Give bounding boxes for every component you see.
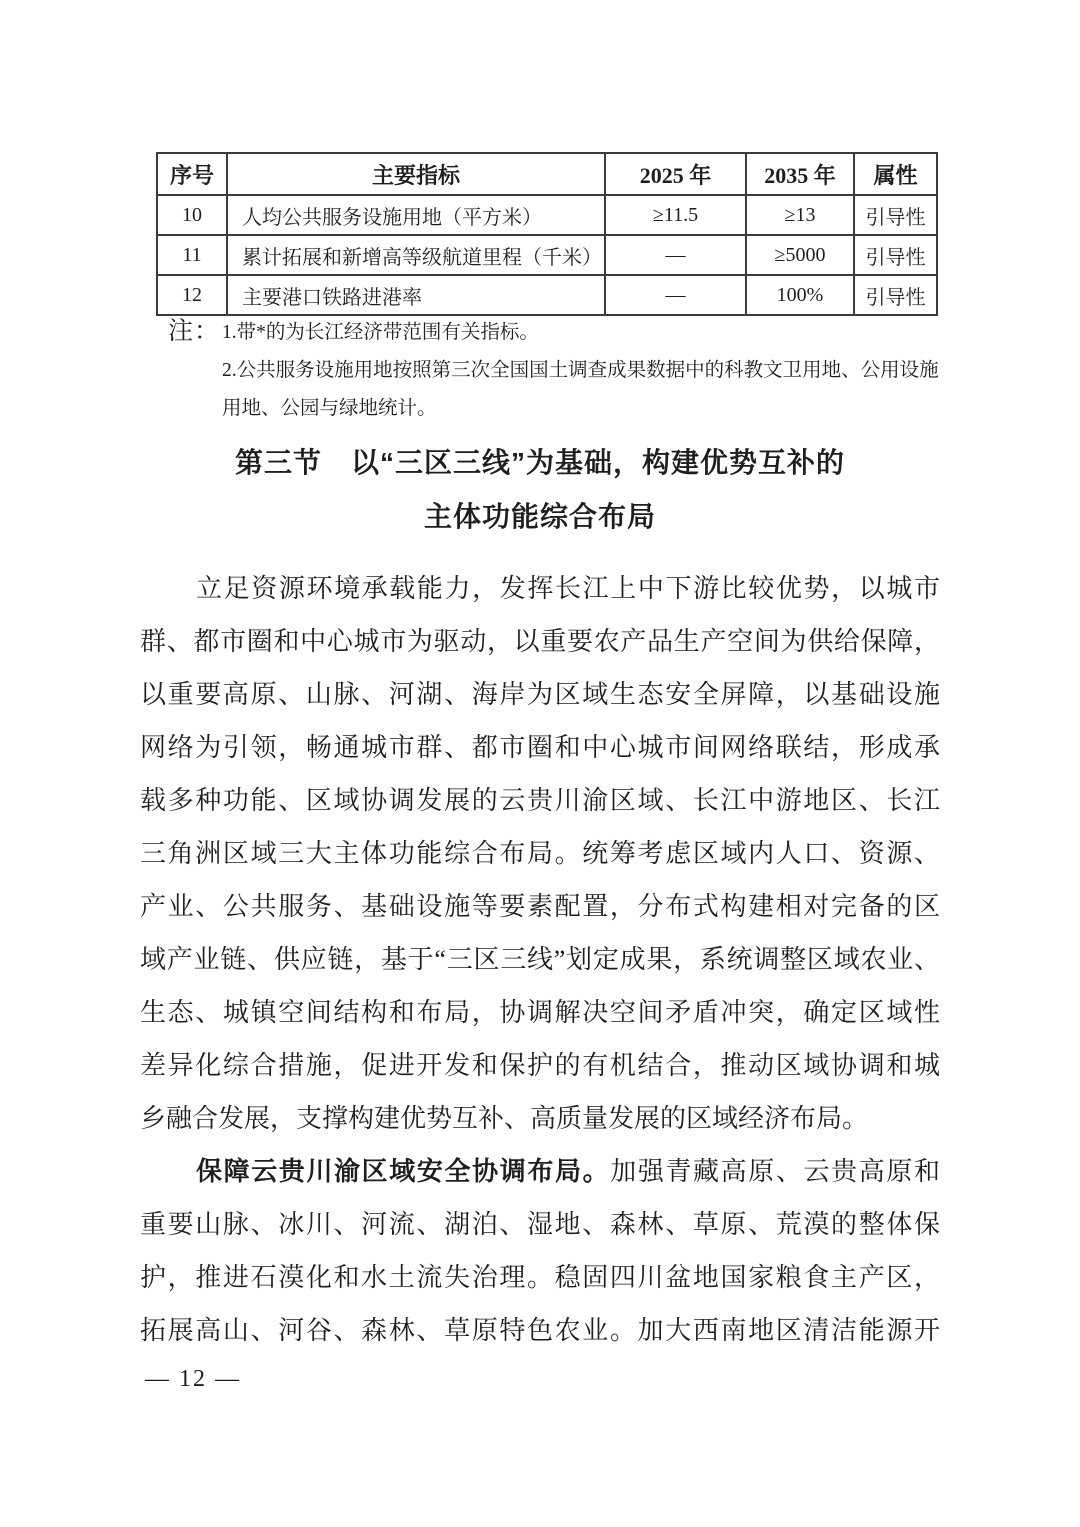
- table-cell: 累计拓展和新增高等级航道里程（千米）: [227, 235, 605, 275]
- table-header-cell: 2035 年: [746, 153, 854, 195]
- bold-lead-text: 保障云贵川渝区域安全协调布局。: [196, 1157, 611, 1186]
- body-text: [140, 562, 940, 1357]
- table-cell: 人均公共服务设施用地（平方米）: [227, 195, 605, 235]
- section-heading: [140, 436, 940, 544]
- table-cell: 主要港口铁路进港率: [227, 275, 605, 315]
- text-line: 差异化综合措施，促进开发和保护的有机结合，推动区域协调和城: [140, 1051, 940, 1080]
- text-line: 载多种功能、区域协调发展的云贵川渝区域、长江中游地区、长江: [140, 786, 940, 815]
- note-line: 用地、公园与绿地统计。: [222, 398, 437, 419]
- text-line: 产业、公共服务、基础设施等要素配置，分布式构建相对完备的区: [140, 892, 940, 921]
- note-line: 1.带*的为长江经济带范围有关指标。: [222, 322, 539, 343]
- table-row: [157, 195, 937, 235]
- text-line: 三角洲区域三大主体功能综合布局。统筹考虑区域内人口、资源、: [140, 839, 940, 868]
- text-line: 以重要高原、山脉、河湖、海岸为区域生态安全屏障，以基础设施: [140, 680, 940, 709]
- table-cell: ≥11.5: [605, 195, 746, 235]
- table-cell: 100%: [746, 275, 854, 315]
- table-header-row-inner: [157, 153, 937, 195]
- table-header-cell: 主要指标: [227, 153, 605, 195]
- table-cell: 引导性: [854, 275, 937, 315]
- text-line: 生态、城镇空间结构和布局，协调解决空间矛盾冲突，确定区域性: [140, 998, 940, 1027]
- text-line: 保障云贵川渝区域安全协调布局。加强青藏高原、云贵高原和: [196, 1157, 940, 1186]
- paragraph: [140, 1145, 940, 1357]
- note-item: [222, 352, 948, 428]
- text-line: 域产业链、供应链，基于“三区三线”划定成果，系统调整区域农业、: [140, 945, 940, 974]
- notes-block: [168, 314, 948, 428]
- section-heading-line-2: 主体功能综合布局: [423, 501, 656, 532]
- table-cell: 12: [157, 275, 227, 315]
- text-line: 重要山脉、冰川、河流、湖泊、湿地、森林、草原、荒漠的整体保: [140, 1210, 940, 1239]
- table-cell: 引导性: [854, 195, 937, 235]
- table-body: [157, 195, 937, 315]
- note-line: 2.公共服务设施用地按照第三次全国国土调查成果数据中的科教文卫用地、公用设施: [222, 360, 939, 381]
- page-number: — 12 —: [145, 1366, 241, 1392]
- text-line: 群、都市圈和中心城市为驱动，以重要农产品生产空间为供给保障，: [140, 627, 940, 656]
- notes-list: [222, 314, 948, 428]
- table-cell: ≥13: [746, 195, 854, 235]
- table-row: [157, 275, 937, 315]
- table-row: [157, 235, 937, 275]
- notes-label: 注：: [168, 318, 221, 345]
- text-line: 立足资源环境承载能力，发挥长江上中下游比较优势，以城市: [196, 574, 940, 603]
- table-cell: 10: [157, 195, 227, 235]
- table-cell: 11: [157, 235, 227, 275]
- paragraph: [140, 562, 940, 1145]
- section-heading-line-1: 第三节 以“三区三线”为基础，构建优势互补的: [234, 447, 845, 478]
- text-line: 拓展高山、河谷、森林、草原特色农业。加大西南地区清洁能源开: [140, 1316, 940, 1345]
- table-cell: —: [605, 275, 746, 315]
- table-cell: —: [605, 235, 746, 275]
- text-line: 网络为引领，畅通城市群、都市圈和中心城市间网络联结，形成承: [140, 733, 940, 762]
- text-line: 护，推进石漠化和水土流失治理。稳固四川盆地国家粮食主产区，: [140, 1263, 940, 1292]
- indicators-table: [156, 152, 938, 316]
- table-header-cell: 属性: [854, 153, 937, 195]
- note-item: [222, 314, 948, 352]
- table-cell: ≥5000: [746, 235, 854, 275]
- table-header-cell: 序号: [157, 153, 227, 195]
- text-line: 乡融合发展，支撑构建优势互补、高质量发展的区域经济布局。: [140, 1104, 869, 1133]
- table-header-row: [157, 153, 937, 195]
- table-cell: 引导性: [854, 235, 937, 275]
- table-header-cell: 2025 年: [605, 153, 746, 195]
